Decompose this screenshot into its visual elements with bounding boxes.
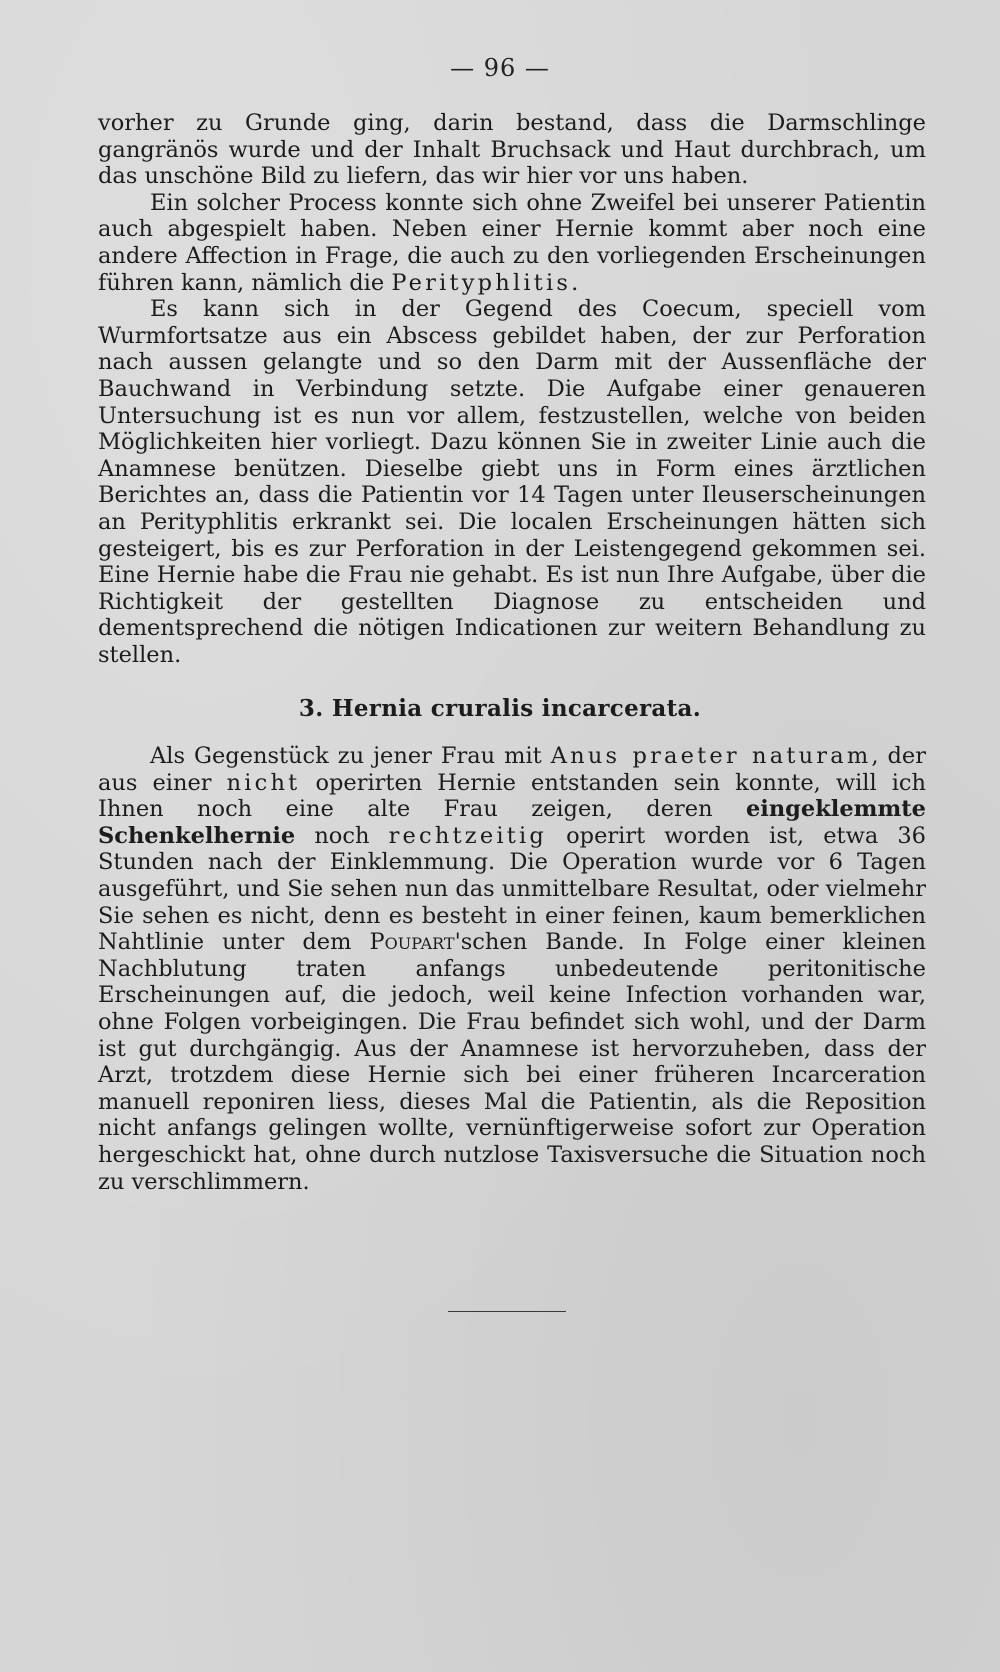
paragraph-process xyxy=(98,190,926,296)
text-run: , der aus einer xyxy=(98,743,926,796)
term-perityphlitis: Perityphlitis xyxy=(391,269,572,296)
section-heading: 3. Hernia cruralis incarcerata. xyxy=(298,695,702,722)
term-anus-praeter-naturam: Anus praeter naturam xyxy=(550,743,872,769)
paragraph-process-end: . xyxy=(571,269,579,296)
paragraph-hernia xyxy=(98,743,926,1195)
name-poupart: Poupart xyxy=(369,929,455,956)
term-eingeklemmte-schenkelhernie: eingeklemmte Schenkelhernie xyxy=(98,796,926,849)
page-number: — 96 — xyxy=(450,54,550,82)
text-run: operirt worden ist, etwa 36 Stunden nach der Einklemmung. Die Operation wurde vor 6 Tagen ausgeführt, und Sie sehen nun das unmittelbare Resultat, oder vielmehr Sie sehen es nicht, denn es besteht in einer feinen, kaum bemerklichen Nahtlinie unter dem xyxy=(98,822,926,956)
text-run: 'schen Bande. In Folge einer kleinen Nachblutung traten anfangs unbedeutende peritonitische Erscheinungen auf, die jedoch, weil keine Infection vorhanden war, ohne Folgen vorbeigingen. Die Frau befindet sich wohl, und der Darm ist gut durchgängig. Aus der Anamnese ist hervorzuheben, dass der Arzt, trotzdem diese Hernie sich bei einer früheren Incarceration manuell reponiren liess, dieses Mal die Patientin, als die Reposition nicht anfangs gelingen wollte, vernünftigerweise sofort zur Operation hergeschickt hat, ohne durch nutzlose Taxisversuche die Situation noch zu verschlimmern. xyxy=(98,929,927,1195)
text-run: noch xyxy=(314,822,370,849)
closing-rule xyxy=(448,1311,566,1312)
paragraph-coecum: Es kann sich in der Gegend des Coecum, speciell vom Wurmfortsatze aus ein Abscess gebildet haben, der zur Perforation nach aussen gelangte und so den Darm mit der Aussenfläche der Bauchwand in Verbindung setzte. Die Aufgabe einer genaueren Untersuchung ist es nun vor allem, festzustellen, welche von beiden Möglichkeiten hier vorliegt. Dazu können Sie in zweiter Linie auch die Anamnese benützen. Dieselbe giebt uns in Form eines ärztlichen Berichtes an, dass die Patientin vor 14 Tagen unter Ileuserscheinungen an Perityphlitis erkrankt sei. Die localen Erscheinungen hätten sich gesteigert, bis es zur Perforation in der Leistengegend gekommen sei. Eine Hernie habe die Frau nie gehabt. Es ist nun Ihre Aufgabe, über die Richtigkeit der gestellten Diagnose zu entscheiden und dementsprechend die nötigen Indicationen zur weitern Behandlung zu stellen. xyxy=(98,296,926,668)
text-run: operirten Hernie entstanden sein konnte, will ich Ihnen noch eine alte Frau zeigen, deren xyxy=(98,769,927,823)
term-rechtzeitig: rechtzeitig xyxy=(388,822,547,849)
paragraph-continuation: vorher zu Grunde ging, darin bestand, dass die Darmschlinge gangränös wurde und der Inhalt Bruchsack und Haut durchbrach, um das unschöne Bild zu liefern, das wir hier vor uns haben. xyxy=(98,110,926,190)
text-run: Als Gegenstück zu jener Frau mit xyxy=(150,743,542,769)
text-block-section xyxy=(98,743,926,1195)
text-block-top xyxy=(98,110,926,668)
term-nicht: nicht xyxy=(226,769,301,796)
paragraph-process-text: Ein solcher Process konnte sich ohne Zweifel bei unserer Patientin auch abgespielt haben. Neben einer Hernie kommt aber noch eine andere Affection in Frage, die auch zu den vorliegenden Erscheinungen führen kann, nämlich die xyxy=(98,189,926,296)
